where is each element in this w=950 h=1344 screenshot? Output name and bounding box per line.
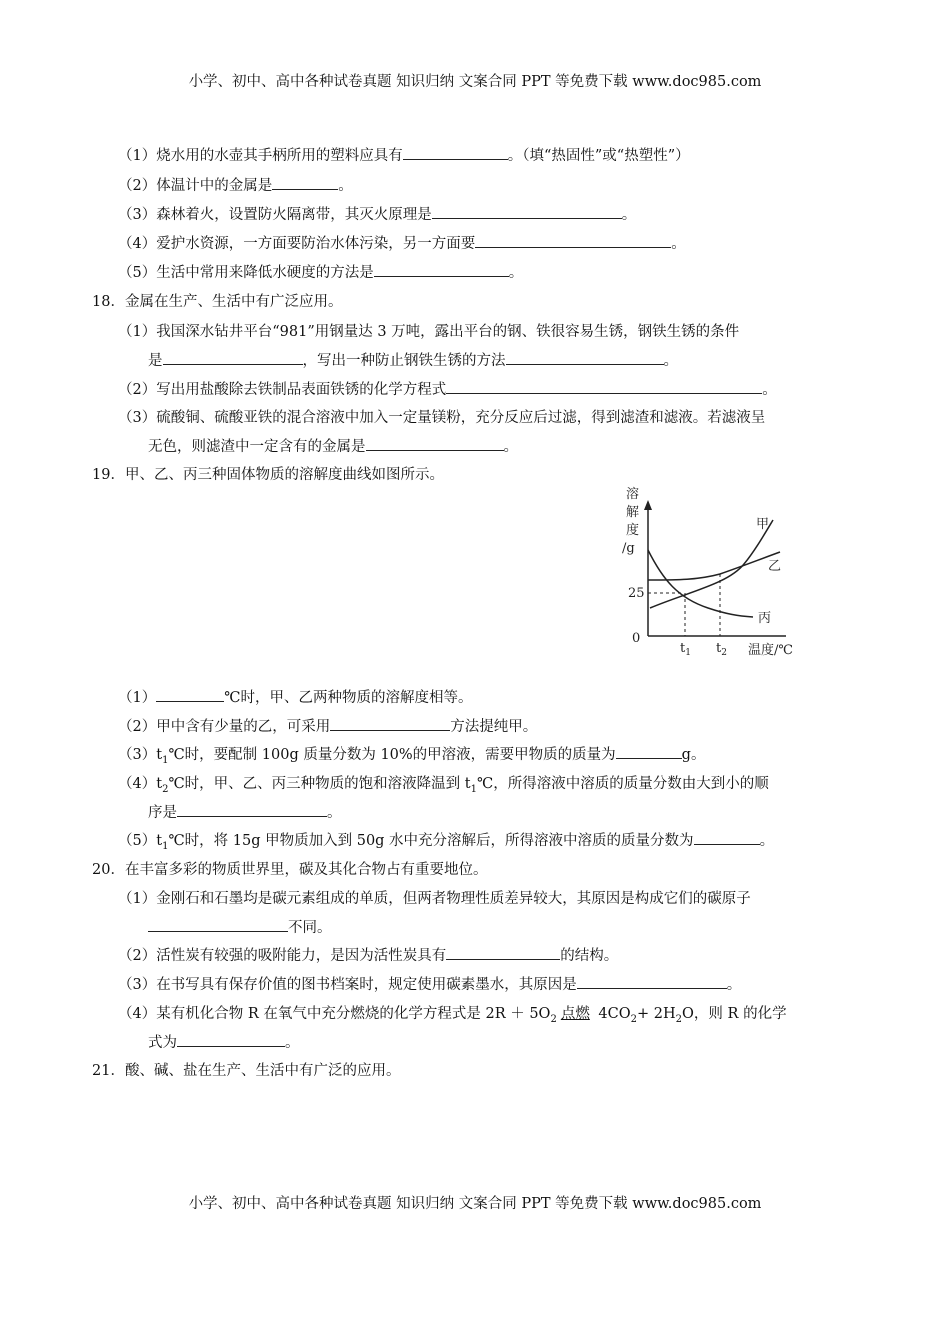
q18-part2-text: （2）写出用盐酸除去铁制品表面铁锈的化学方程式 (118, 382, 447, 398)
xtick-t1-sub: 1 (685, 648, 691, 658)
xtick-t2 (716, 641, 727, 658)
xtick-t2-t: t (716, 641, 722, 656)
q19-part5 (118, 831, 774, 857)
q18-part3-line2 (148, 437, 518, 457)
ytick-25: 25 (628, 586, 645, 601)
q19-part5-tail: 。 (759, 833, 775, 849)
q20-blank1[interactable] (148, 918, 288, 932)
ylabel-char-2: 解 (626, 505, 640, 520)
q18-part1-line1: （1）我国深水钻井平台“981”用钢量达 3 万吨，露出平台的钢、铁很容易生锈，钢铁生锈的条件 (118, 324, 740, 340)
q19-part3-tail: g。 (681, 747, 706, 763)
label-bing: 丙 (758, 611, 772, 626)
q20-part4-sub2: 2 (630, 1013, 638, 1025)
q19-part5-a: （5）t (118, 833, 163, 849)
q17-blank2[interactable] (272, 176, 338, 190)
y-axis-arrow (644, 500, 652, 510)
page-header: 小学、初中、高中各种试卷真题 知识归纳 文案合同 PPT 等免费下载 www.doc985.com (188, 74, 762, 90)
q20-part1-tail: 不同。 (288, 920, 332, 936)
q17-part5-text: （5）生活中常用来降低水硬度的方法是 (118, 265, 374, 281)
q19-part4-c: ℃，所得溶液中溶质的质量分数由大到小的顺 (476, 776, 769, 792)
ylabel-char-3: 度 (626, 523, 640, 538)
q20-part3-text: （3）在书写具有保存价值的图书档案时，规定使用碳素墨水，其原因是 (118, 977, 577, 993)
q18-part1-line2 (148, 351, 678, 371)
q18-part2-tail: 。 (762, 382, 777, 398)
q20-part4-line2 (148, 1033, 300, 1053)
xtick-t1 (680, 641, 691, 658)
q20-part4-condition: 点燃 (560, 1006, 590, 1022)
q19-part2-text: （2）甲中含有少量的乙，可采用 (118, 719, 331, 735)
q18-part2 (118, 380, 777, 400)
q19-blank3[interactable] (616, 745, 682, 759)
q18-part3-tail: 。 (503, 439, 518, 455)
q19-part1 (118, 688, 472, 708)
q19-part2-tail: 方法提纯甲。 (450, 719, 538, 735)
q17-part3-tail: 。 (621, 207, 637, 223)
q19-part3 (118, 745, 705, 771)
page-footer: 小学、初中、高中各种试卷真题 知识归纳 文案合同 PPT 等免费下载 www.doc985.com (188, 1196, 762, 1212)
q20-blank2[interactable] (446, 946, 560, 960)
label-yi: 乙 (768, 559, 782, 574)
q20-part2 (118, 946, 618, 966)
xlabel: 温度/℃ (748, 643, 793, 658)
ytick-0: 0 (632, 631, 641, 646)
q17-blank3[interactable] (432, 205, 622, 219)
q20-part4-line1 (118, 1004, 787, 1030)
ylabel-char-1: 溶 (626, 487, 640, 502)
q19-part1-text: ℃时，甲、乙两种物质的溶解度相等。 (224, 690, 473, 706)
q20-part4-e: 式为 (148, 1035, 177, 1051)
q17-blank1[interactable] (403, 146, 508, 160)
q17-part1-text: （1）烧水用的水壶其手柄所用的塑料应具有 (118, 148, 403, 164)
q20-part4-a: （4）某有机化合物 R 在氧气中充分燃烧的化学方程式是 2R ＋ 5O (118, 1006, 551, 1022)
q17-part2-tail: 。 (338, 178, 353, 194)
q17-part5 (118, 263, 523, 283)
q18-title: 18．金属在生产、生活中有广泛应用。 (92, 294, 343, 310)
q20-part3-tail: 。 (726, 977, 742, 993)
q20-part4-sub3: 2 (675, 1013, 683, 1025)
xtick-t2-sub: 2 (721, 648, 727, 658)
q19-blank4[interactable] (177, 803, 327, 817)
q17-part4-text: （4）爱护水资源，一方面要防治水体污染，另一方面要 (118, 236, 476, 252)
q19-part4-line1 (118, 774, 769, 800)
q20-part2-text: （2）活性炭有较强的吸附能力，是因为活性炭具有 (118, 948, 447, 964)
q19-blank5[interactable] (694, 831, 760, 845)
q19-part4-a: （4）t (118, 776, 163, 792)
q20-part4-b: 4CO (593, 1006, 631, 1022)
q20-part4-tail: 。 (285, 1035, 300, 1051)
q19-part4-line2 (148, 803, 342, 823)
q17-part3-text: （3）森林着火，设置防火隔离带，其灭火原理是 (118, 207, 432, 223)
q19-part3-b: ℃时，要配制 100g 质量分数为 10%的甲溶液，需要甲物质的质量为 (168, 747, 616, 763)
q19-part3-a: （3）t (118, 747, 163, 763)
q17-part3 (118, 205, 636, 225)
q17-part4-tail: 。 (671, 236, 686, 252)
q17-part5-tail: 。 (508, 265, 524, 281)
q18-blank4[interactable] (366, 437, 504, 451)
q19-part4-sub1: 2 (162, 783, 169, 795)
q20-part3 (118, 975, 741, 995)
q20-title: 20．在丰富多彩的物质世界里，碳及其化合物占有重要地位。 (92, 862, 488, 878)
q18-part1-mid: ，写出一种防止钢铁生锈的方法 (302, 353, 506, 369)
q20-part4-d: O，则 R 的化学 (682, 1006, 787, 1022)
q17-blank4[interactable] (475, 234, 671, 248)
solubility-chart (608, 480, 818, 670)
q17-part4 (118, 234, 686, 254)
q20-part1-line1: （1）金刚石和石墨均是碳元素组成的单质，但两者物理性质差异较大，其原因是构成它们的碳原子 (118, 891, 751, 907)
xtick-t1-t: t (680, 641, 686, 656)
q21-title: 21．酸、碱、盐在生产、生活中有广泛的应用。 (92, 1063, 401, 1079)
q17-part1 (118, 146, 690, 166)
curve-jia (650, 520, 773, 608)
label-jia: 甲 (756, 517, 770, 532)
q17-blank5[interactable] (374, 263, 509, 277)
q18-part3-text: 无色，则滤渣中一定含有的金属是 (148, 439, 366, 455)
q17-part2-text: （2）体温计中的金属是 (118, 178, 273, 194)
q19-part4-tail: 。 (327, 805, 342, 821)
q19-blank1[interactable] (156, 688, 224, 702)
q20-part2-tail: 的结构。 (560, 948, 619, 964)
q17-part2 (118, 176, 353, 196)
q19-part5-sub: 1 (162, 840, 169, 852)
q18-part3-line1: （3）硫酸铜、硫酸亚铁的混合溶液中加入一定量镁粉，充分反应后过滤，得到滤渣和滤液。若滤液呈 (118, 410, 766, 426)
q19-part5-b: ℃时，将 15g 甲物质加入到 50g 水中充分溶解后，所得溶液中溶质的质量分数为 (168, 833, 694, 849)
q18-part1-tail: 。 (663, 353, 678, 369)
q19-part4-d: 序是 (148, 805, 177, 821)
q20-part4-sub1: 2 (550, 1013, 557, 1025)
q20-blank4[interactable] (177, 1033, 285, 1047)
curve-bing (648, 550, 753, 617)
curve-yi (648, 552, 780, 580)
ylabel-unit: /g (622, 541, 635, 556)
q19-part4-b: ℃时，甲、乙、丙三种物质的饱和溶液降温到 t (168, 776, 471, 792)
q19-part3-sub: 1 (162, 754, 169, 766)
q19-title: 19．甲、乙、丙三种固体物质的溶解度曲线如图所示。 (92, 467, 444, 483)
q17-part1-tail: 。（填“热固性”或“热塑性”） (507, 148, 690, 164)
q18-blank2[interactable] (506, 351, 664, 365)
q18-blank1[interactable] (163, 351, 303, 365)
q19-part2 (118, 717, 537, 737)
q19-blank2[interactable] (330, 717, 450, 731)
q18-blank3[interactable] (446, 380, 762, 394)
q20-part4-c: + 2H (637, 1006, 676, 1022)
q19-part1-num: （1） (118, 690, 157, 706)
q20-blank3[interactable] (577, 975, 727, 989)
q18-part1-is: 是 (148, 353, 163, 369)
q19-part4-sub2: 1 (470, 783, 477, 795)
q20-part1-line2 (148, 918, 332, 938)
